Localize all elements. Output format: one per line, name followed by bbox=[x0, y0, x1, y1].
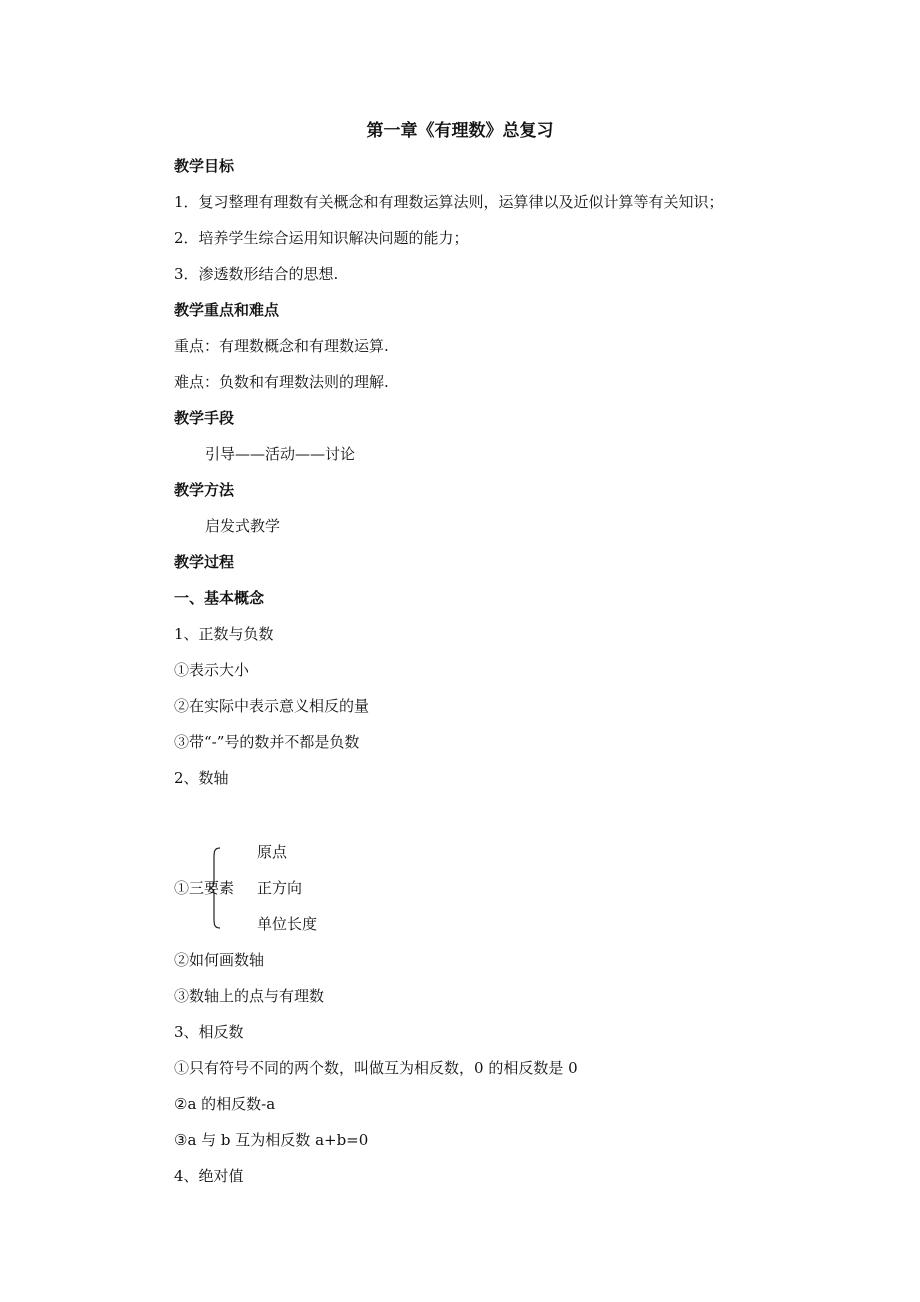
means-heading: 教学手段 bbox=[174, 409, 235, 427]
goals-heading: 教学目标 bbox=[174, 157, 235, 175]
section-heading: 一、基本概念 bbox=[174, 589, 265, 607]
goal-item: 2．培养学生综合运用知识解决问题的能力； bbox=[174, 229, 469, 247]
left-brace-icon bbox=[208, 846, 222, 930]
list-item: ②a 的相反数-a bbox=[174, 1095, 276, 1113]
method-text: 启发式教学 bbox=[205, 517, 281, 535]
subsection-title: 4、绝对值 bbox=[174, 1167, 244, 1185]
goal-item: 3．渗透数形结合的思想. bbox=[174, 265, 339, 283]
list-item: ①表示大小 bbox=[174, 661, 250, 679]
list-item: ③a 与 b 互为相反数 a+b=0 bbox=[174, 1131, 369, 1149]
difficult-point: 难点：负数和有理数法则的理解. bbox=[174, 373, 389, 391]
subsection-title: 3、相反数 bbox=[174, 1023, 244, 1041]
process-heading: 教学过程 bbox=[174, 553, 235, 571]
list-item: ③带“-”号的数并不都是负数 bbox=[174, 733, 360, 751]
subsection-title: 1、正数与负数 bbox=[174, 625, 274, 643]
element-item: 正方向 bbox=[257, 879, 303, 897]
key-point: 重点：有理数概念和有理数运算. bbox=[174, 337, 389, 355]
element-item: 单位长度 bbox=[257, 915, 318, 933]
three-elements-label: ①三要素 bbox=[174, 879, 235, 897]
goal-item: 1．复习整理有理数有关概念和有理数运算法则，运算律以及近似计算等有关知识； bbox=[174, 193, 724, 211]
list-item: ③数轴上的点与有理数 bbox=[174, 987, 325, 1005]
list-item: ②如何画数轴 bbox=[174, 951, 265, 969]
subsection-title: 2、数轴 bbox=[174, 769, 229, 787]
list-item: ②在实际中表示意义相反的量 bbox=[174, 697, 370, 715]
method-heading: 教学方法 bbox=[174, 481, 235, 499]
page-title: 第一章《有理数》总复习 bbox=[366, 121, 554, 141]
list-item: ①只有符号不同的两个数，叫做互为相反数，0 的相反数是 0 bbox=[174, 1059, 578, 1077]
means-text: 引导——活动——讨论 bbox=[205, 445, 356, 463]
key-heading: 教学重点和难点 bbox=[174, 301, 280, 319]
element-item: 原点 bbox=[257, 843, 288, 861]
